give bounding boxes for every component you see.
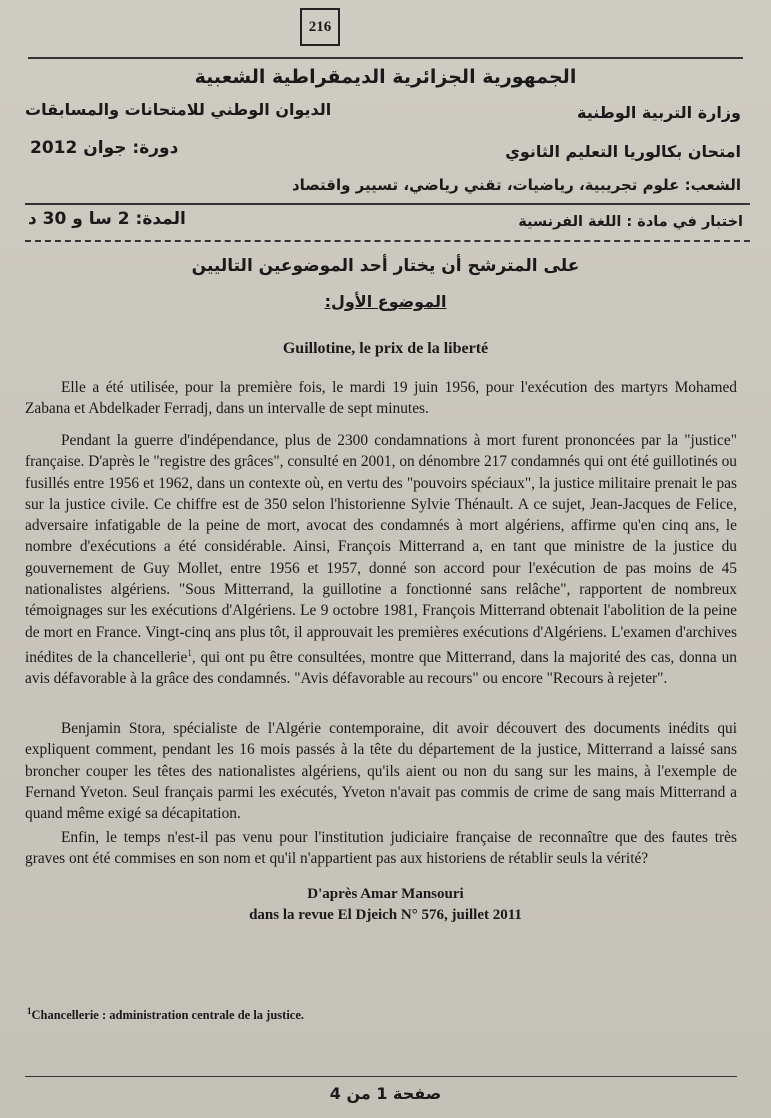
ministry: وزارة التربية الوطنية	[576, 103, 741, 122]
footer-rule	[25, 1076, 737, 1077]
subject-rule	[25, 240, 750, 242]
exam-name: امتحان بكالوريا التعليم الثانوي	[505, 142, 741, 161]
exam-session: دورة: جوان 2012	[30, 138, 179, 158]
footnote-text: Chancellerie : administration centrale de la justice.	[31, 1008, 305, 1023]
footnote-number: 1	[27, 1006, 32, 1016]
page-number-box	[300, 8, 340, 46]
exam-office: الديوان الوطني للامتحانات والمسابقات	[25, 100, 332, 119]
page-number: 216	[308, 18, 332, 35]
paragraph-3: Benjamin Stora, spécialiste de l'Algérie contemporaine, dit avoir découvert des documents inédits qui expliquent comment, pendant les 16 mois passés à la tête du département de la justice, Mitterrand a laissé sans broncher couper les têtes des nationalistes algériens, qu'ils aient ou non du sang sur les mains, à l'exemple de Fernand Yveton. Seul français parmi les exécutés, Yveton n'avait pas commis de crime de sang mais Mitterrand a quand même exigé sa décapitation.	[25, 720, 737, 823]
source-author: D'après Amar Mansouri	[307, 886, 464, 902]
text-title: Guillotine, le prix de la liberté	[282, 340, 489, 357]
instruction: على المترشح أن يختار أحد الموضوعين التاليين	[191, 256, 580, 276]
paragraph-1: Elle a été utilisée, pour la première fois, le mardi 19 juin 1956, pour l'exécution des martyrs Mohamed Zabana et Abdelkader Ferradj, dans un intervalle de sept minutes.	[25, 379, 737, 418]
exam-streams: الشعب: علوم تجريبية، رياضيات، تقني رياضي، تسيير واقتصاد	[291, 176, 741, 194]
paragraph-2	[25, 430, 737, 690]
paragraph-2-tail: , qui ont pu être consultées, montre que Mitterrand, dans la majorité des cas, donna un avis défavorable à la grâce des condamnés. "Avis défavorable au recours" ou encore "Recours à rejeter".	[25, 649, 737, 688]
topic-label: الموضوع الأول:	[324, 292, 447, 311]
paragraph-4: Enfin, le temps n'est-il pas venu pour l'institution judiciaire française de reconnaître que des fautes très graves ont été commises en son nom et qu'il n'appartient pas aux historiens de rétablir seuls la vérité?	[25, 829, 737, 868]
header-rule	[25, 203, 750, 205]
footnote	[27, 1006, 304, 1023]
paragraph-2-text: Pendant la guerre d'indépendance, plus de 2300 condamnations à mort furent prononcées par la "justice" française. D'après le "registre des grâces", consulté en 2001, on dénombre 217 condamnés qui ont été guillotinés ou fusillés entre 1956 et 1962, dans un contexte où, en vertu des "pouvoirs spéciaux", la justice militaire prenait le pas sur la justice civile. Ce chiffre est de 350 selon l'historienne Sylvie Thénault. A ce sujet, Jean-Jacques de Felice, adversaire infatigable de la peine de mort, avocat des condamnés à mort algériens, affirme qu'en cinq ans, le nombre d'exécutions a été considérable. Ainsi, François Mitterrand a, en tant que ministre de la justice du gouvernement de Guy Mollet, entre 1956 et 1957, donné son accord pour l'exécution de pas moins de 45 nationalistes algériens. "Sous Mitterrand, la guillotine a fonctionné sans relâche", rapportent de nombreux témoignages sur les exécutions d'Algériens. Le 9 octobre 1981, François Mitterrand obtenait l'abolition de la peine de mort en France. Vingt-cinq ans plus tôt, il approuvait les premières exécutions d'Algériens. L'examen d'archives inédites de la chancellerie	[25, 432, 737, 667]
top-rule	[28, 57, 743, 59]
source-publication: dans la revue El Djeich N° 576, juillet 2011	[249, 907, 522, 923]
footnote-ref: 1	[187, 647, 192, 658]
page-footer: صفحة 1 من 4	[329, 1084, 442, 1103]
exam-duration: المدة: 2 سا و 30 د	[28, 209, 186, 229]
exam-subject: اختبار في مادة : اللغة الفرنسية	[518, 214, 743, 230]
republic-title: الجمهورية الجزائرية الديمقراطية الشعبية	[194, 66, 577, 88]
